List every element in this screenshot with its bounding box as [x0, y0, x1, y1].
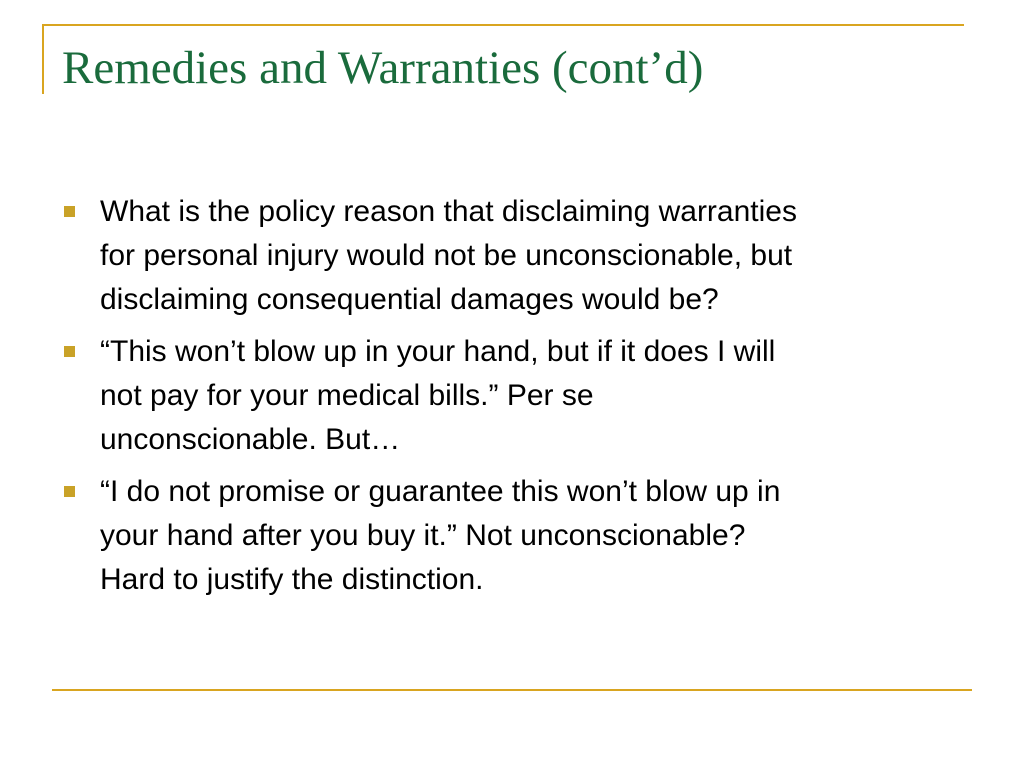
title-corner-rule-horizontal	[42, 24, 964, 26]
bullet-text: “I do not promise or guarantee this won’t blow up in your hand after you buy it.” Not unconscionable? Hard to justify the distinction.	[100, 475, 781, 596]
bullet-item	[62, 190, 972, 322]
square-bullet-icon	[64, 346, 75, 357]
bullet-text: “This won’t blow up in your hand, but if it does I will not pay for your medical bills.” Per se unconscionable. But…	[100, 335, 776, 456]
square-bullet-icon	[64, 486, 75, 497]
bullet-text: What is the policy reason that disclaiming warranties for personal injury would not be unconscionable, but disclaiming consequential damages would be?	[100, 195, 797, 316]
bullet-list	[62, 190, 972, 610]
slide-title: Remedies and Warranties (cont’d)	[62, 42, 704, 94]
bullet-item	[62, 330, 972, 462]
title-corner-rule-vertical	[42, 24, 44, 94]
footer-rule	[52, 689, 972, 691]
bullet-item	[62, 470, 972, 602]
square-bullet-icon	[64, 206, 75, 217]
